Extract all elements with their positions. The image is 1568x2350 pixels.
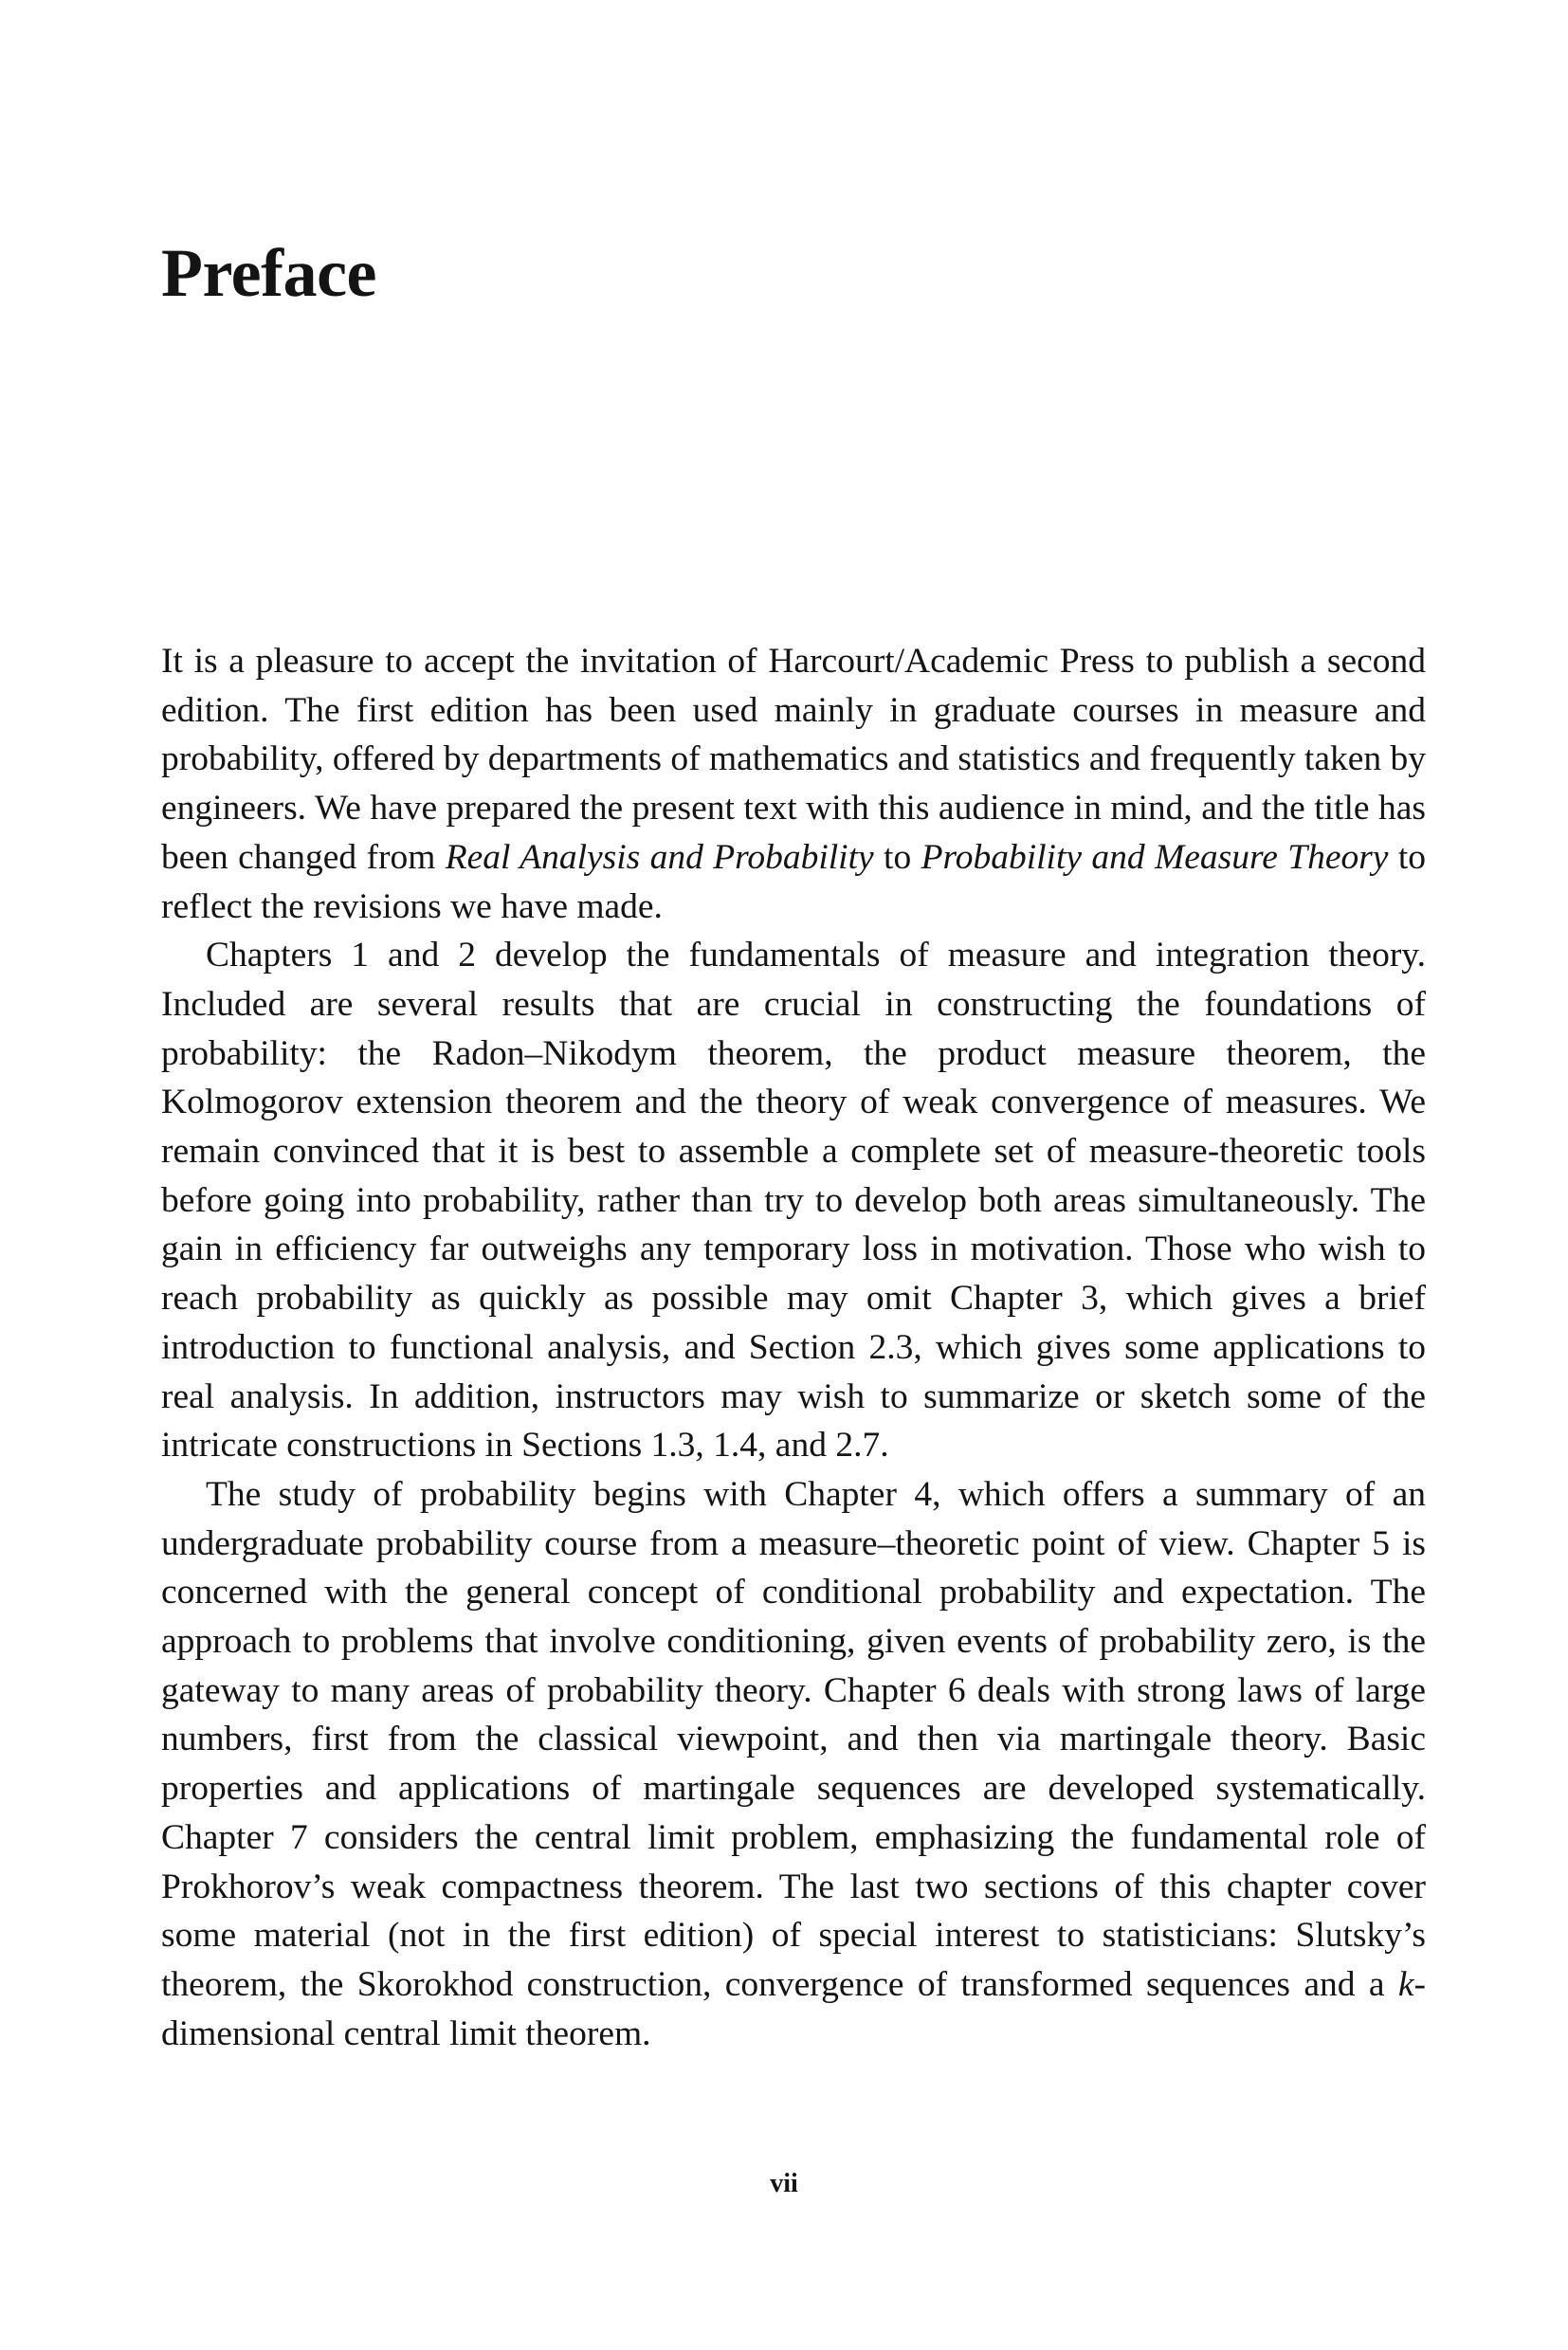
paragraph-3-text: The study of probability begins with Chapter 4, which offers a summary of an undergraduate probability course from a measure–theoretic point of view. Chapter 5 is concerned with the general concept of conditional probability and expectation. The approach to problems that involve conditioning, given events of probability zero, is the gateway to many areas of probability theory. Chapter 6 deals with strong laws of large numbers, first from the classical viewpoint, and then via martingale theory. Basic properties and applications of martingale sequences are developed systematically. Chapter 7 considers the central limit problem, emphasizing the fundamental role of Prokhorov’s weak compactness theorem. The last two sections of this chapter cover some material (not in the first edition) of special interest to statisticians: Slutsky’s theorem, the Skorokhod construction, convergence of transformed sequences and a bbox=[161, 1474, 1426, 2004]
paragraph-1 bbox=[161, 637, 1426, 931]
paragraph-3 bbox=[161, 1470, 1426, 2058]
new-title: Probability and Measure Theory bbox=[921, 837, 1389, 877]
paragraph-1-ending: to reflect the revisions we have made. bbox=[161, 837, 1426, 926]
paragraph-1-connector: to bbox=[873, 837, 921, 877]
paragraph-1-text: It is a pleasure to accept the invitation of Harcourt/Academic Press to publish a second edition. The first edition has been used mainly in graduate courses in measure and probability, offered by departments of mathematics and statistics and frequently taken by engineers. We have prepared the present text with this audience in mind, and the title has been changed from bbox=[161, 642, 1426, 877]
dimension-variable: k bbox=[1397, 1964, 1414, 2004]
paragraph-2: Chapters 1 and 2 develop the fundamentals of measure and integration theory. Included are several results that are crucial in constructing the foundations of probability: the Radon–Nikodym theorem, the product measure theorem, the Kolmogorov extension theorem and the theory of weak convergence of measures. We remain convinced that it is best to assemble a complete set of measure-theoretic tools before going into probability, rather than try to develop both areas simultaneously. The gain in efficiency far outweighs any temporary loss in motivation. Those who wish to reach probability as quickly as possible may omit Chapter 3, which gives a brief introduction to functional analysis, and Section 2.3, which gives some applications to real analysis. In addition, instructors may wish to summarize or sketch some of the intricate constructions in Sections 1.3, 1.4, and 2.7. bbox=[161, 936, 1426, 1466]
paragraph-3-ending: -dimensional central limit theorem. bbox=[161, 1964, 1426, 2053]
page-title: Preface bbox=[161, 235, 376, 311]
preface-body bbox=[161, 637, 1426, 2058]
page-number: vii bbox=[770, 2169, 798, 2198]
old-title: Real Analysis and Probability bbox=[445, 837, 874, 877]
